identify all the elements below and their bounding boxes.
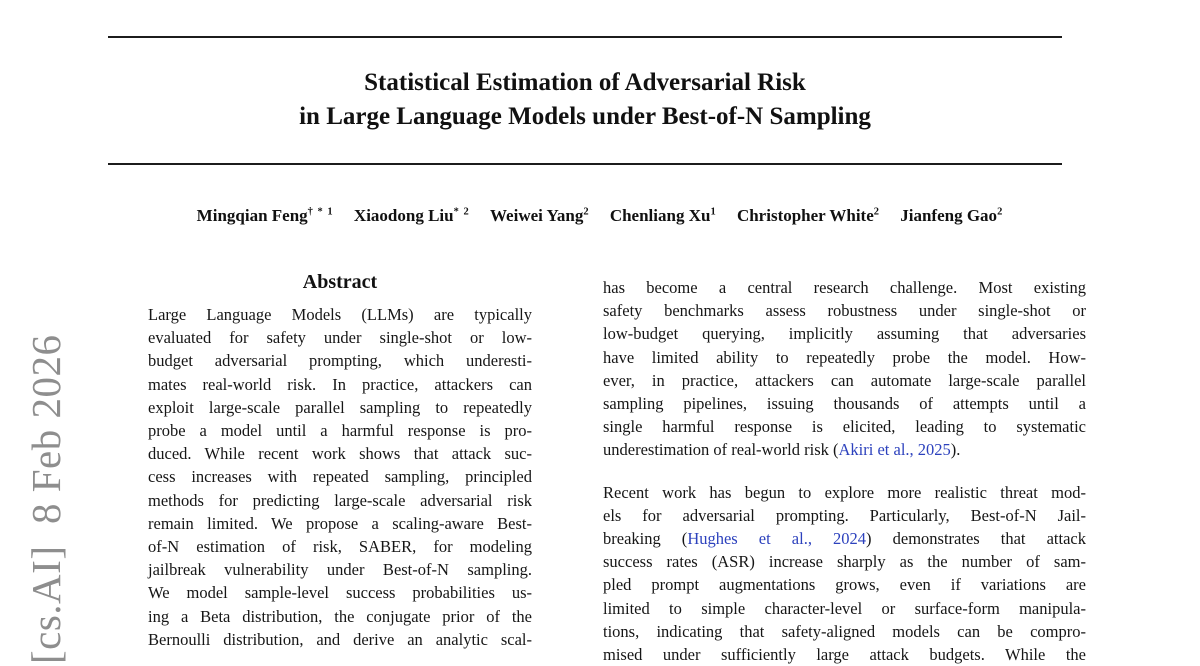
title-rule-top — [108, 36, 1062, 38]
body-line: tions, indicating that safety-aligned models can be compro- — [603, 621, 1086, 641]
author-affiliation-marker: 2 — [873, 206, 880, 218]
arxiv-watermark: [cs.AI] 8 Feb 2026 — [23, 334, 69, 664]
body-line: sampling pipelines, issuing thousands of attempts until a — [603, 394, 1086, 414]
abstract-line: ing a Beta distribution, the conjugate prior of the — [148, 606, 532, 626]
paragraph — [603, 481, 1086, 666]
paper-title-line1: Statistical Estimation of Adversarial Risk — [364, 69, 806, 96]
abstract-line: jailbreak vulnerability under Best-of-N sampling. — [148, 560, 532, 580]
abstract-line: budget adversarial prompting, which underesti- — [148, 351, 532, 371]
body-line: low-budget querying, implicitly assuming that adversaries — [603, 324, 1086, 344]
paragraph — [603, 276, 1086, 462]
abstract-line: of-N estimation of risk, SABER, for modeling — [148, 537, 532, 557]
body-line: els for adversarial prompting. Particularly, Best-of-N Jail- — [603, 505, 1086, 525]
author-name: Chenliang Xu — [609, 206, 711, 225]
abstract-line: remain limited. We propose a scaling-aware Best- — [148, 513, 532, 533]
author-name: Jianfeng Gao — [900, 206, 998, 225]
author-name: Xiaodong Liu — [353, 206, 454, 225]
body-line: Recent work has begun to explore more realistic threat mod- — [603, 482, 1086, 502]
body-line: mised under sufficiently large attack budgets. While the — [603, 645, 1086, 665]
author-affiliation-marker: 2 — [583, 206, 590, 218]
abstract-line: cess increases with repeated sampling, principled — [148, 467, 532, 487]
author-affiliation-marker: † * 1 — [307, 206, 334, 218]
abstract-heading: Abstract — [302, 271, 378, 293]
body-line: have limited ability to repeatedly probe the model. How- — [603, 347, 1086, 367]
author — [197, 206, 334, 226]
author — [490, 206, 590, 226]
abstract-line: mates real-world risk. In practice, attackers can — [148, 374, 532, 394]
paper-title-line2: in Large Language Models under Best-of-N Sampling — [299, 103, 871, 130]
author — [610, 206, 717, 226]
citation-link[interactable]: Akiri et al., 2025 — [838, 440, 951, 460]
body-line: success rates (ASR) increase sharply as the number of sam- — [603, 552, 1086, 572]
authors-row — [60, 206, 1140, 226]
author-affiliation-marker: * 2 — [453, 206, 470, 218]
abstract-line: duced. While recent work shows that attack suc- — [148, 444, 532, 464]
abstract-line: Large Language Models (LLMs) are typically — [148, 305, 532, 324]
author — [737, 206, 880, 226]
citation-link[interactable]: Hughes et al., 2024 — [687, 529, 867, 549]
author — [354, 206, 470, 226]
paper-title — [108, 66, 1062, 134]
body-line: limited to simple character-level or surface-form manipula- — [603, 598, 1086, 618]
abstract-line: We model sample-level success probabilities us- — [148, 583, 532, 603]
abstract-line: exploit large-scale parallel sampling to repeatedly — [148, 397, 532, 417]
author-affiliation-marker: 2 — [997, 206, 1004, 218]
body-line-with-citation — [603, 527, 1086, 550]
author-name: Christopher White — [736, 206, 874, 225]
text-segment: ) demonstrates that attack — [866, 529, 1086, 549]
author-name: Weiwei Yang — [489, 206, 584, 225]
abstract-line: methods for predicting large-scale adversarial risk — [148, 490, 532, 510]
author — [900, 206, 1003, 226]
abstract-line: Bernoulli distribution, and derive an analytic scal- — [148, 629, 532, 649]
text-segment: underestimation of real-world risk ( — [603, 440, 839, 460]
body-line-with-citation — [603, 438, 1086, 461]
title-rule-bottom — [108, 163, 1062, 165]
body-line: single harmful response is elicited, leading to systematic — [603, 417, 1086, 437]
right-column — [603, 276, 1086, 666]
body-line: ever, in practice, attackers can automate large-scale parallel — [603, 370, 1086, 390]
body-line: has become a central research challenge. Most existing — [603, 278, 1086, 297]
author-affiliation-marker: 1 — [710, 206, 717, 218]
author-name: Mingqian Feng — [196, 206, 308, 225]
text-segment: breaking ( — [603, 529, 688, 549]
body-line: safety benchmarks assess robustness under single-shot or — [603, 301, 1086, 321]
body-line: pled prompt augmentations grows, even if variations are — [603, 575, 1086, 595]
abstract-body — [148, 303, 532, 651]
text-segment: ). — [950, 440, 961, 460]
abstract-line: evaluated for safety under single-shot or low- — [148, 328, 532, 348]
abstract-line: probe a model until a harmful response is pro- — [148, 421, 532, 441]
